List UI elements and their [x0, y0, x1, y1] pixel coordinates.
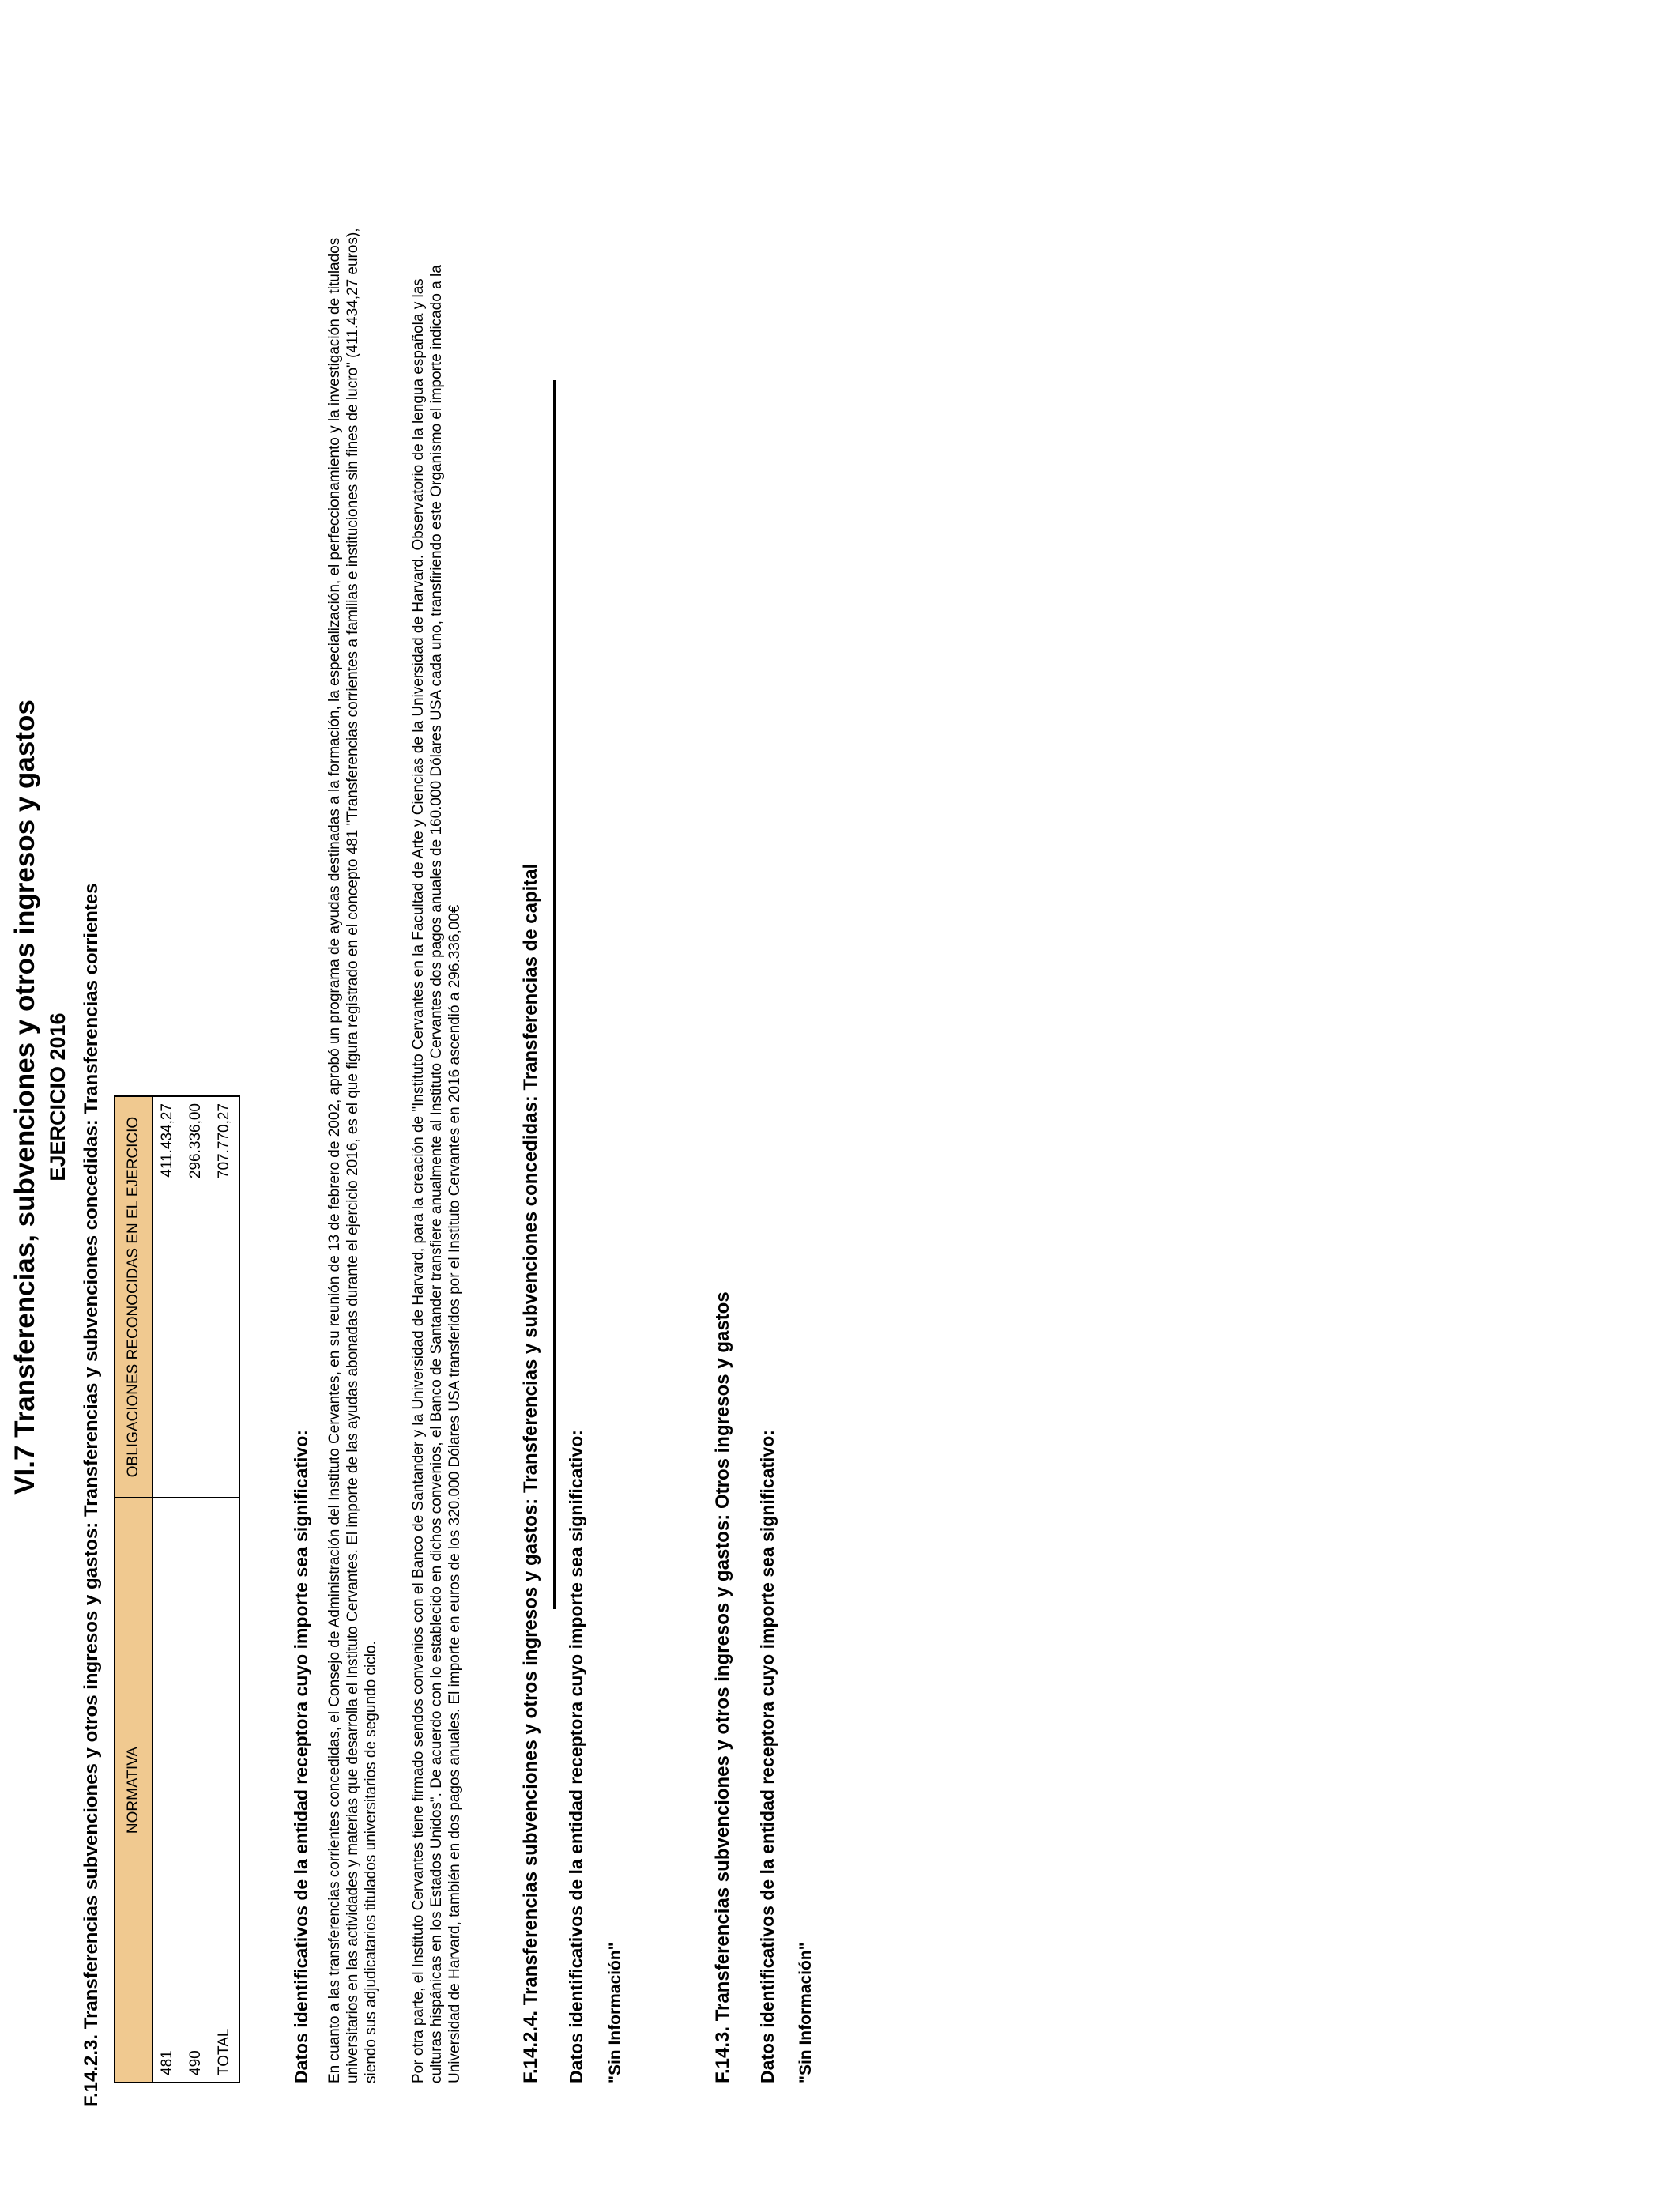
- table-row-total: [210, 1096, 239, 2083]
- cell-normativa: 481: [153, 1498, 182, 2083]
- paragraph-becas: En cuanto a las transferencias corrientes concedidas, el Consejo de Administración del Instituto Cervantes, en su reunión de 13 de febrero de 2002, aprobó un programa de ayudas destinadas a la formación, la especialización, el perfeccionamiento y la investigación de titulados universitarios en las actividades y materias que desarrolla el Instituto Cervantes. El importe de las ayudas abonadas durante el ejercicio 2016, es el que figura registrado en el concepto 481 "Transferencias corrientes a familias e instituciones sin fines de lucro" (411.434,27 euros), siendo sus adjudicatarios titulados universitarios de segundo ciclo.: [326, 228, 379, 2083]
- normativa-table: [114, 1095, 240, 2083]
- paragraph-harvard: Por otra parte, el Instituto Cervantes tiene firmado sendos convenios con el Banco de Santander y la Universidad de Harvard, para la creación de "Instituto Cervantes en la Facultad de Arte y Ciencias de la Universidad de Harvard. Observatorio de la lengua española y las culturas hispánicas en los Estados Unidos". De acuerdo con lo establecido en dichos convenios, el Banco de Santander transfiere anualmente al Instituto Cervantes dos pagos anuales de 160.000 Dólares USA cada uno, transfiriendo este Organismo el importe indicado a la Universidad de Harvard, también en dos pagos anuales. El importe en euros de los 320.000 Dólares USA transferidos por el Instituto Cervantes en 2016 ascendió a 296.336,00€: [410, 265, 463, 2083]
- cell-obligaciones: 296.336,00: [182, 1096, 210, 1498]
- section-heading-f143: F.14.3. Transferencias subvenciones y otros ingresos y gastos: Otros ingresos y gastos: [712, 1291, 733, 2083]
- recipient-label-f143: Datos identificativos de la entidad receptora cuyo importe sea significativo:: [757, 1430, 778, 2083]
- col-header-normativa: NORMATIVA: [115, 1498, 153, 2083]
- page-title: VI.7 Transferencias, subvenciones y otros ingresos y gastos: [9, 699, 40, 1495]
- cell-normativa: TOTAL: [210, 1498, 239, 2083]
- page-subtitle: EJERCICIO 2016: [46, 1012, 70, 1182]
- table-row: [153, 1096, 182, 2083]
- section-heading-f1423: F.14.2.3. Transferencias subvenciones y otros ingresos y gastos: Transferencias y subvenciones concedidas: Transferencias corrientes: [81, 883, 102, 2107]
- section-divider: [553, 380, 556, 1609]
- col-header-obligaciones: OBLIGACIONES RECONOCIDAS EN EL EJERCICIO: [115, 1096, 153, 1498]
- cell-obligaciones: 411.434,27: [153, 1096, 182, 1498]
- section-heading-f1424: F.14.2.4. Transferencias subvenciones y otros ingresos y gastos: Transferencias y subvenciones concedidas: Transferencias de capital: [520, 863, 541, 2083]
- sin-informacion-f143: "Sin Información": [797, 1942, 815, 2083]
- recipient-label-f1423: Datos identificativos de la entidad receptora cuyo importe sea significativo:: [291, 1430, 311, 2083]
- cell-normativa: 490: [182, 1498, 210, 2083]
- table-row: [182, 1096, 210, 2083]
- recipient-label-f1424: Datos identificativos de la entidad receptora cuyo importe sea significativo:: [566, 1430, 586, 2083]
- cell-obligaciones: 707.770,27: [210, 1096, 239, 1498]
- sin-informacion-f1424: "Sin Información": [606, 1942, 624, 2083]
